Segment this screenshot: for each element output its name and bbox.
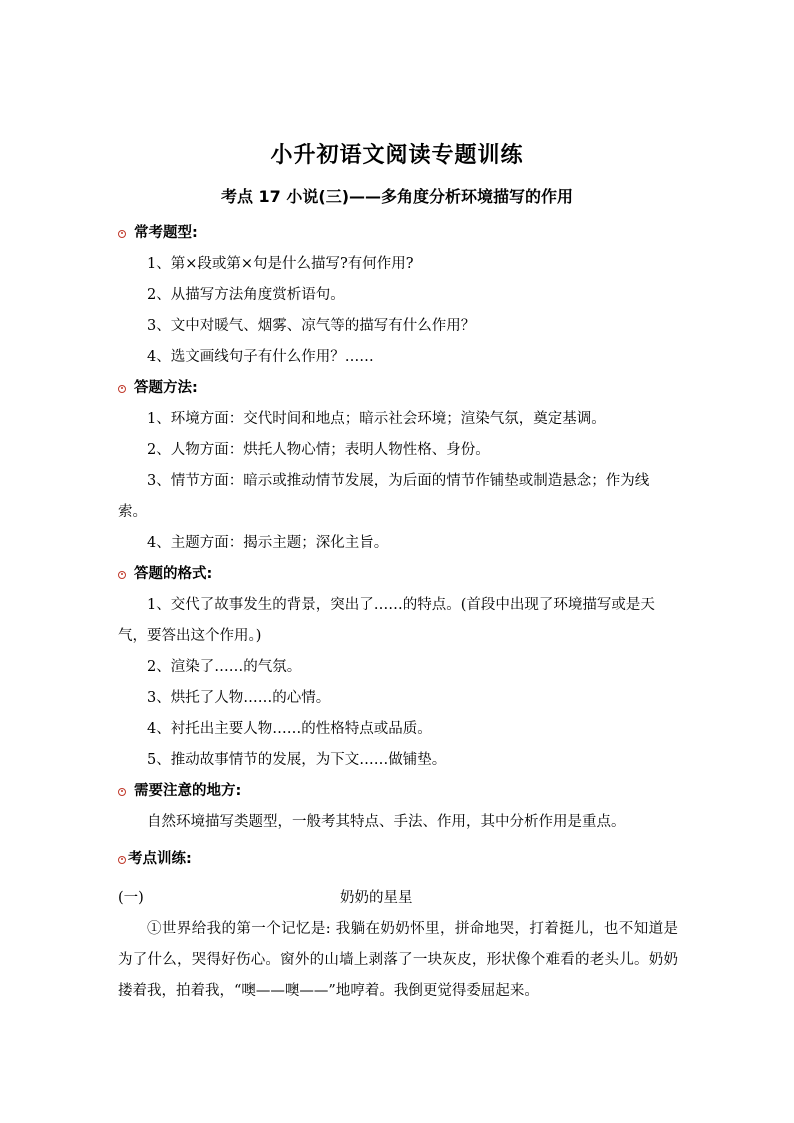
story-paragraph: ①世界给我的第一个记忆是: 我躺在奶奶怀里，拼命地哭，打着挺儿，也不知道是为了什么，哭得好伤心。窗外的山墙上剥落了一块灰皮，形状像个难看的老头儿。奶奶搂着我，拍着我，“噢——噢——”地哼着。我倒更觉得委屈起来。 <box>118 921 678 999</box>
list-item: 1、环境方面：交代时间和地点；暗示社会环境；渲染气氛，奠定基调。 <box>147 411 606 427</box>
list-item: 3、文中对暖气、烟雾、凉气等的描写有什么作用？ <box>147 318 476 334</box>
heading-practice <box>118 844 678 875</box>
heading-text: 常考题型: <box>134 225 198 241</box>
list-item: 4、主题方面：揭示主题；深化主旨。 <box>147 535 389 551</box>
circle-bullet-icon <box>118 230 126 238</box>
section-label: (一) <box>118 890 144 906</box>
list-item: 2、从描写方法角度赏析语句。 <box>147 287 345 303</box>
heading-text: 答题方法: <box>134 380 198 396</box>
list-item: 4、衬托出主要人物……的性格特点或品质。 <box>147 721 432 737</box>
list-item: 1、第×段或第×句是什么描写?有何作用? <box>147 256 414 272</box>
heading-common-types <box>118 218 678 249</box>
list-item: 3、情节方面：暗示或推动情节发展，为后面的情节作铺垫或制造悬念；作为线索。 <box>118 473 650 520</box>
list-item: 2、人物方面：烘托人物心情；表明人物性格、身份。 <box>147 442 490 458</box>
heading-methods <box>118 373 678 404</box>
page-title: 小升初语文阅读专题训练 <box>270 143 524 168</box>
list-item: 2、渲染了……的气氛。 <box>147 659 302 675</box>
circle-bullet-icon <box>118 385 126 393</box>
document-body <box>118 218 678 1007</box>
list-item: 5、推动故事情节的发展，为下文……做铺垫。 <box>147 752 447 768</box>
list-item: 4、选文画线句子有什么作用？…… <box>147 349 374 365</box>
list-item: 3、烘托了人物……的心情。 <box>147 690 331 706</box>
notes-text: 自然环境描写类题型，一般考其特点、手法、作用，其中分析作用是重点。 <box>147 814 626 830</box>
heading-format <box>118 559 678 590</box>
heading-text: 答题的格式: <box>134 566 213 582</box>
heading-notes <box>118 776 678 807</box>
story-title: 奶奶的星星 <box>340 890 413 906</box>
circle-bullet-icon <box>118 856 126 864</box>
circle-bullet-icon <box>118 788 126 796</box>
circle-bullet-icon <box>118 571 126 579</box>
story-header <box>118 883 678 914</box>
list-item: 1、交代了故事发生的背景，突出了……的特点。(首段中出现了环境描写或是天气，要答出这个作用。) <box>118 597 655 644</box>
heading-text: 需要注意的地方: <box>134 783 242 799</box>
heading-text: 考点训练: <box>128 851 192 867</box>
page-subtitle: 考点 17 小说(三)——多角度分析环境描写的作用 <box>220 187 574 206</box>
